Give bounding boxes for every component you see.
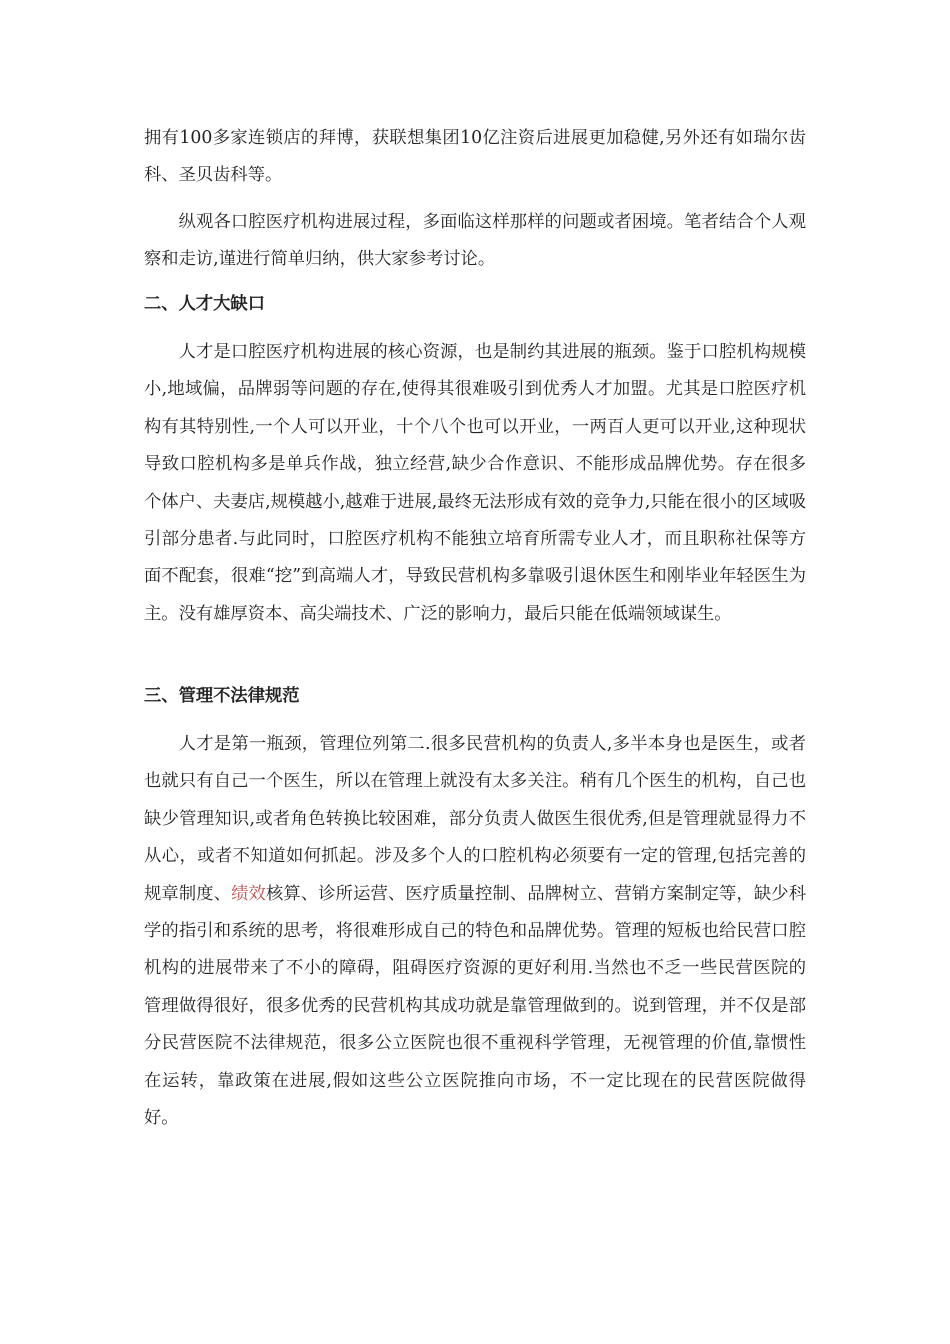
section-heading-talent-gap: 二、人才大缺口: [144, 294, 265, 314]
paragraph-management: [144, 726, 806, 1137]
paragraph-overview: 纵观各口腔医疗机构进展过程，多面临这样那样的问题或者困境。笔者结合个人观察和走访,谨进行简单归纳，供大家参考讨论。: [144, 212, 806, 270]
paragraph-talent: 人才是口腔医疗机构进展的核心资源，也是制约其进展的瓶颈。鉴于口腔机构规模小,地域偏，品牌弱等问题的存在,使得其很难吸引到优秀人才加盟。尤其是口腔医疗机构有其特别性,一个人可以开业，十个八个也可以开业，一两百人更可以开业,这种现状导致口腔机构多是单兵作战，独立经营,缺少合作意识、不能形成品牌优势。存在很多个体户、夫妻店,规模越小,越难于进展,最终无法形成有效的竞争力,只能在很小的区域吸引部分患者.与此同时，口腔医疗机构不能独立培育所需专业人才，而且职称社保等方面不配套，很难“挖”到高端人才，导致民营机构多靠吸引退休医生和刚毕业年轻医生为主。没有雄厚资本、高尖端技术、广泛的影响力，最后只能在低端领域谋生。: [144, 342, 806, 624]
section-heading-management: 三、管理不法律规范: [144, 686, 300, 706]
paragraph-management-text-before: 人才是第一瓶颈，管理位列第二.很多民营机构的负责人,多半本身也是医生，或者也就只有自己一个医生，所以在管理上就没有太多关注。稍有几个医生的机构，自己也缺少管理知识,或者角色转换比较困难，部分负责人做医生很优秀,但是管理就显得力不从心，或者不知道如何抓起。涉及多个人的口腔机构必须要有一定的管理,包括完善的规章制度、: [144, 734, 806, 904]
performance-link[interactable]: 绩效: [231, 883, 266, 904]
paragraph-chain-stores: 拥有100多家连锁店的拜博，获联想集团10亿注资后进展更加稳健,另外还有如瑞尔齿科、圣贝齿科等。: [144, 128, 806, 186]
paragraph-management-text-after: 核算、诊所运营、医疗质量控制、品牌树立、营销方案制定等，缺少科学的指引和系统的思考，将很难形成自己的特色和品牌优势。管理的短板也给民营口腔机构的进展带来了不小的障碍，阻碍医疗资源的更好利用.当然也不乏一些民营医院的管理做得很好，很多优秀的民营机构其成功就是靠管理做到的。说到管理，并不仅是部分民营医院不法律规范，很多公立医院也很不重视科学管理，无视管理的价值,靠惯性在运转，靠政策在进展,假如这些公立医院推向市场，不一定比现在的民营医院做得好。: [144, 883, 806, 1129]
